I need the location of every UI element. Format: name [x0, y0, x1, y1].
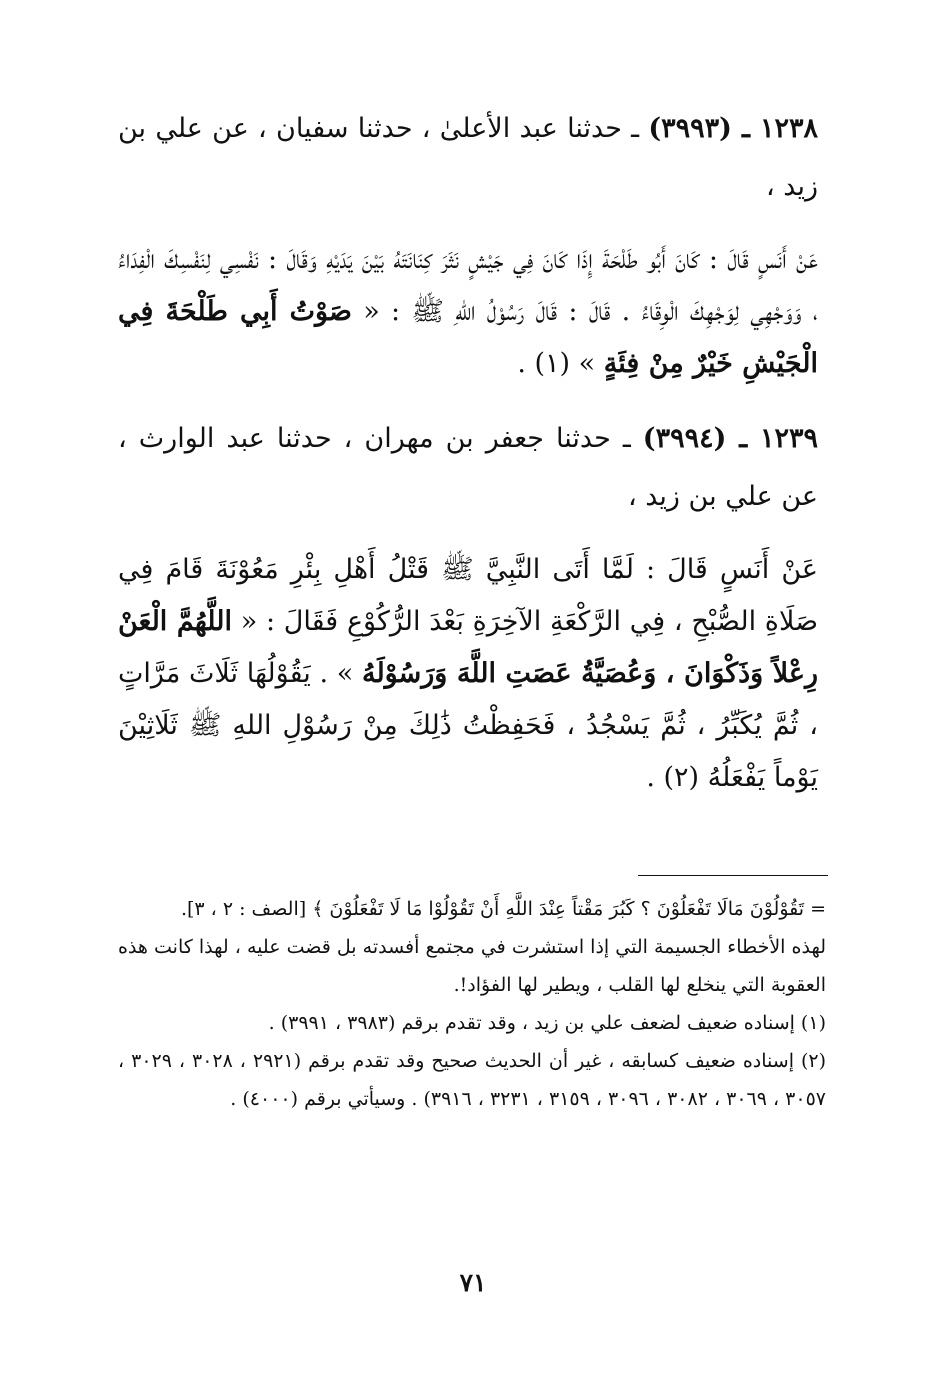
matn-text: عَنْ أَنَسٍ قَالَ : كَانَ أَبُو طَلْحَةَ إِذَا كَانَ فِي جَيْشٍ نَثَرَ كِنَانَتَهُ بَيْنَ يَدَيْهِ وَقَالَ : نَفْسِي لِنَفْسِكَ الْفِدَاءُ ، وَوَجْهِي لِوَجْهِكَ الْوِقَاءُ . قَالَ : قَالَ رَسُوْلُ اللهِ ﷺ : « [118, 244, 818, 327]
footnote-1: (١) إسناده ضعيف لضعف علي بن زيد ، وقد تقدم برقم (٣٩٨٣ ، ٣٩٩١) . [268, 1012, 826, 1034]
hadith-isnad: ـ حدثنا عبد الأعلىٰ ، حدثنا سفيان ، عن علي بن زيد ، [118, 113, 818, 202]
footnotes [118, 890, 826, 1118]
hadith-1239-header [118, 410, 818, 526]
hadith-isnad: ـ حدثنا جعفر بن مهران ، حدثنا عبد الوارث ، عن علي بن زيد ، [118, 423, 818, 512]
prophetic-saying: صَوْتُ أَبِي طَلْحَةَ فِي الْجَيْشِ خَيْرٌ مِنْ فِئَةٍ [118, 296, 818, 379]
matn-ending: » . يَقُوْلُهَا ثَلَاثَ مَرَّاتٍ ، ثُمَّ يُكَبِّرُ ، ثُمَّ يَسْجُدُ ، فَحَفِظْتُ ذَٰلِكَ مِنْ رَسُوْلِ اللهِ ﷺ ثَلَاثِيْنَ يَوْماً يَفْعَلُهُ (٢) . [118, 658, 818, 793]
footnote-continuation: = تَقُوْلُوْنَ مَالَا تَفْعَلُوْنَ ؟ كَبُرَ مَقْتاً عِنْدَ اللَّهِ أَنْ تَقُوْلُوْا مَا لَا تَفْعَلُوْنَ ﴾ [الصف : ٢ ، ٣]. [180, 898, 826, 920]
footnote-divider [638, 875, 828, 876]
hadith-number: ١٢٣٨ ـ (٣٩٩٣) [648, 113, 818, 144]
matn-ending: » (١) . [517, 348, 596, 379]
page-number: ٧١ [459, 1268, 487, 1297]
prophetic-saying: اللَّهُمَّ الْعَنْ رِعْلاً وَذَكْوَانَ ، وَعُصَيَّةُ عَصَتِ اللَّهَ وَرَسُوْلَهُ [118, 606, 818, 689]
hadith-1238-matn [118, 234, 818, 390]
footnote-2: (٢) إسناده ضعيف كسابقه ، غير أن الحديث صحيح وقد تقدم برقم (٢٩٢١ ، ٣٠٢٨ ، ٣٠٢٩ ، ٣٠٥٧ ، ٣٠٦٩ ، ٣٠٨٢ ، ٣٠٩٦ ، ٣١٥٩ ، ٣٢٣١ ، ٣٩١٦) . وسيأتي برقم (٤٠٠٠) . [118, 1050, 826, 1110]
matn-text: عَنْ أَنَسٍ قَالَ : لَمَّا أَتَى النَّبِيَّ ﷺ قَتْلُ أَهْلِ بِئْرِ مَعُوْنَةَ قَامَ فِي صَلَاةِ الصُّبْحِ ، فِي الرَّكْعَةِ الآخِرَةِ بَعْدَ الرُّكُوْعِ فَقَالَ : « [118, 554, 818, 637]
main-text [118, 100, 818, 804]
footnote-continuation-text: لهذه الأخطاء الجسيمة التي إذا استشرت في مجتمع أفسدته بل قضت عليه ، لهذا كانت هذه العقوبة التي ينخلع لها القلب ، ويطير لها الفؤاد!. [118, 936, 826, 996]
hadith-1238-header [118, 100, 818, 216]
hadith-1239-matn [118, 544, 818, 804]
hadith-number: ١٢٣٩ ـ (٣٩٩٤) [642, 423, 818, 454]
